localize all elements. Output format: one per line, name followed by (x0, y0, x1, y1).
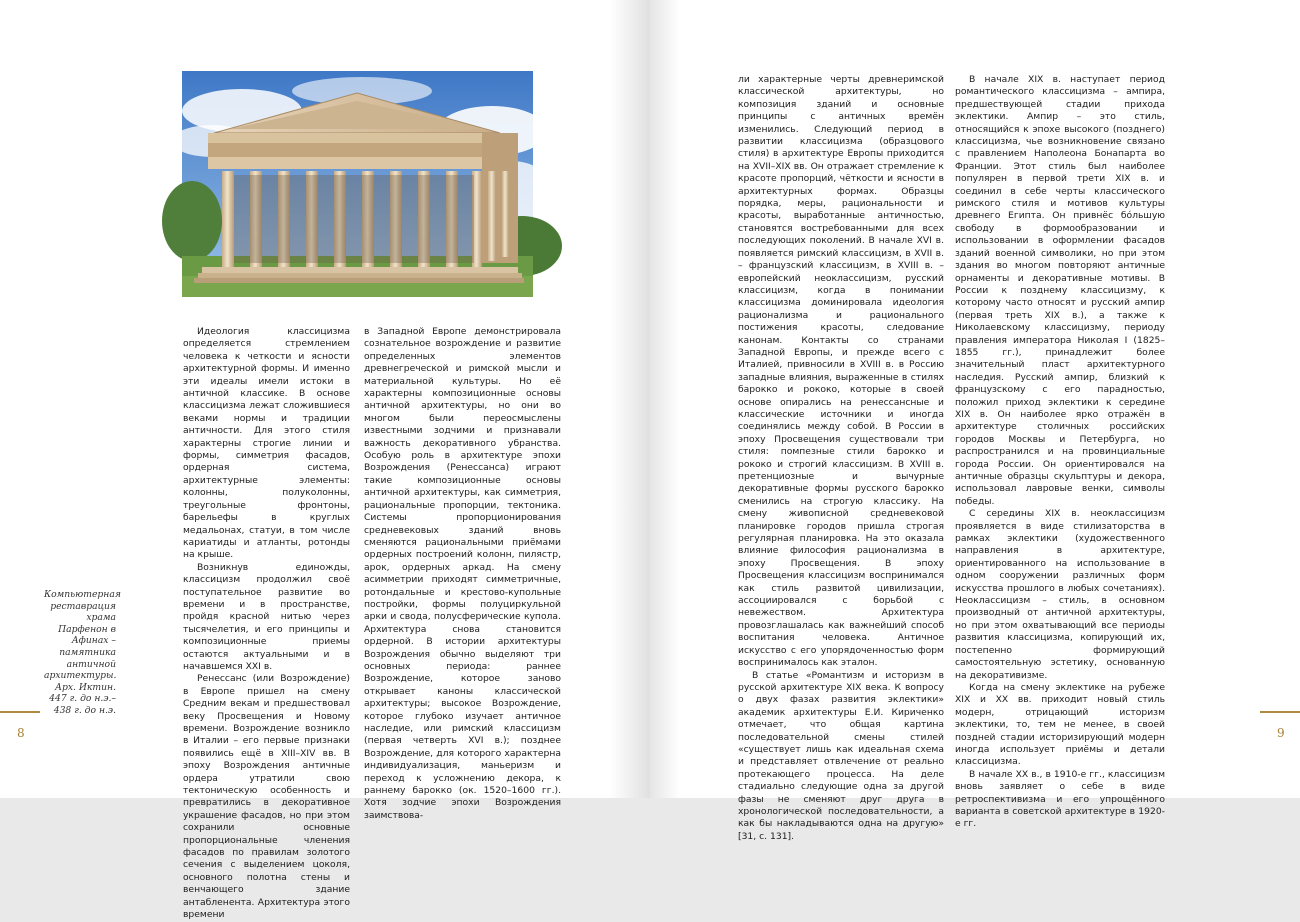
left-page (0, 0, 650, 921)
paragraph: ли характерные черты древнеримской классической архитектуры, но композиция зданий и основные принципы с античных времён изменились. Следующий период в развитии классицизма (образцового стиля) в архитектуре Европы приходится на XVII–XIX вв. Он отражает стремление к красоте пропорций, чёткости и ясности в архитектурных формах. Образцы порядка, меры, рациональности и красоты, выработанные античностью, становятся востребованными для всех последующих поколений. В начале XVI в. появляется римский классицизм, в XVII в. – французский классицизм, в XVIII в. – европейский неоклассицизм, русский классицизм, когда в понимании классицизма доминировала идеология рационализма и рационального постижения красоты, следование канонам. Контакты со странами Западной Европы, и прежде всего с Италией, привносили в XVIII в. в Россию западные влияния, выраженные в стилях барокко и рококо, которые в своей основе опирались на ренессансные и классические источники и иногда соединялись между собой. В России в эпоху Просвещения существовали три стиля: помпезные стили барокко и рококо и строгий классицизм. В XVIII в. претенциозные и вычурные декоративные формы русского барокко сменились на строгую классику. На смену живописной средневековой планировке городов пришла строгая регулярная планировка. На это оказала влияние философия рационализма в эпоху Просвещения. В эпоху Просвещения классицизм воспринимался как стиль развитой цивилизации, ассоциировался с борьбой с невежеством. Архитектура провозглашалась как важнейший способ воспитания человека. Античное искусство с его упорядоченностью форм воспринималось как эталон. (738, 74, 944, 669)
page-number-right: 9 (1277, 726, 1285, 740)
paragraph: в Западной Европе демонстрировала сознательное возрождение и развитие определенных элементов древнегреческой и римской мысли и материальной культуры. Но её характерны композиционные основы античной архитектуры, но они во многом были переосмыслены известными зодчими и признавали важность декоративного убранства. Особую роль в архитектуре эпохи Возрождения (Ренессанса) играют такие композиционные основы античной архитектуры, как симметрия, рациональные пропорции, тектоника. Системы пропорционирования средневековых зданий вновь сменяются рациональными приёмами ордерных построений колонн, пилястр, арок, ордерных аркад. На смену асимметрии приходят симметричные, ротондальные и крестово-купольные постройки, формы полуциркульной арки и свода, полусферические купола. Архитектура снова становится ордерной. В истории архитектуры Возрождения обычно выделяют три основных периода: раннее Возрождение, которое заново открывает каноны классической архитектуры; высокое Возрождение, которое глубоко изучает античное наследие, или римский классицизм (первая четверть XVI в.); позднее Возрождение, для которого характерна индивидуализация, маньеризм и переход к усложнению декора, к раннему барокко (ок. 1520–1600 гг.). Хотя зодчие эпохи Возрождения заимствова- (364, 326, 561, 821)
right-page (650, 0, 1300, 842)
paragraph: В начале XX в., в 1910-е гг., классицизм вновь заявляет о себе в виде ретроспективизма и его упрощённого варианта в советской архитектуре в 1920-е гг. (955, 768, 1165, 830)
paragraph: С середины XIX в. неоклассицизм проявляется в виде стилизаторства в рамках эклектики (художественного направления в архитектуре, ориентированного на использование в одном сооружении различных форм искусства прошлого в любых сочетаниях). Неоклассицизм – стиль, в основном производный от античной архитектуры, но при этом охватывающий все периоды развития классицизма, копирующий их, постепенно формирующий самостоятельную эстетику, основанную на декоративизме. (955, 508, 1165, 681)
paragraph: Идеология классицизма определяется стремлением человека к четкости и ясности архитектурной формы. И именно эти идеалы имели истоки в античной классике. В основе классицизма лежат сложившиеся веками нормы и традиции античности. Для этого стиля характерны строгие линии и формы, симметрия фасадов, ордерная система, архитектурные элементы: колонны, полуколонны, треугольные фронтоны, барельефы в круглых медальонах, статуи, в том числе кариатиды и атланты, ротонды на крыше. (183, 326, 350, 561)
gutter-shadow (610, 0, 650, 798)
page-number-left: 8 (17, 726, 25, 740)
paragraph: Ренессанс (или Возрождение) в Европе пришел на смену Средним векам и предшествовал веку Просвещения и Новому времени. Возрождение возникло в Италии – его первые признаки появились ещё в XIII–XIV вв. В эпоху Возрождения античные ордера утратили свою тектоническую особенность и превратились в декоративное украшение фасадов, но при этом сохранили основные пропорциональные членения фасадов по правилам золотого сечения с выделением цоколя, основного полотна стены и венчающего здание антабленента. Архитектура этого времени (183, 673, 350, 921)
paragraph: Когда на смену эклектике на рубеже XIX и XX вв. приходит новый стиль модерн, отрицающий историзм эклектики, то, тем не менее, в своей поздней стадии историзирующий модерн иногда использует приёмы и детали классицизма. (955, 681, 1165, 768)
left-column-2 (364, 326, 561, 822)
right-column-1 (738, 74, 944, 843)
paragraph: В начале XIX в. наступает период романтического классицизма – ампира, предшествующей стадии прихода эклектики. Ампир – это стиль, относящийся к эпохе высокого (позднего) классицизма, чье возникновение связано с правлением Наполеона Бонапарта во Франции. Этот стиль был наиболее популярен в первой трети XIX в. и соединил в себе черты классического римского стиля и мотивов культуры древнего Египта. Он привнёс бóльшую свободу в формообразовании и использовании в оформлении фасадов зданий военной символики, но при этом здания во многом повторяют античные орнаменты и декоративные мотивы. В России к позднему классицизму, к которому часто относят и русский ампир (первая треть XIX в.), а также к Николаевскому классицизму, периоду правления императора Николая I (1825–1855 гг.), принадлежит более значительный пласт архитектурного наследия. Русский ампир, близкий к французскому с его парадностью, положил приход эклектики к середине XIX в. Он наиболее ярко отражён в архитектуре столичных российских городов Москвы и Петербурга, но распространился и на провинциальные города России. Он ориентировался на античные образцы скульптуры и декора, использовал лавровые венки, символы победы. (955, 74, 1165, 507)
left-column-1 (183, 326, 350, 922)
photo-caption: Компьютерная реставрация храма Парфенон в Афинах – памятника античной архитектуры. Арх. Иктин. 447 г. до н.э.– 438 г. до н.э. (44, 589, 121, 716)
page-rule-left (0, 711, 40, 713)
page-rule-right (1260, 711, 1300, 713)
gutter-shadow (650, 0, 680, 798)
paragraph: В статье «Романтизм и историзм в русской архитектуре XIX века. К вопросу о двух фазах развития эклектики» академик архитектуры Е.И. Кириченко отмечает, что общая картина последовательной смены стилей «существует лишь как идеальная схема и представляет отвлечение от реально протекающего процесса. На деле стадиально следующие одна за другой фазы не сменяют друг друга в хронологической последовательности, а как бы накладываются одна на другую» [31, с. 131]. (738, 669, 944, 842)
parthenon-photo (182, 71, 533, 297)
right-column-2 (955, 74, 1165, 831)
paragraph: Возникнув единожды, классицизм продолжил своё поступательное развитие во времени и в пространстве, пройдя красной нитью через тысячелетия, и его принципы и композиционные приемы остаются актуальными и в начавшемся XXI в. (183, 561, 350, 672)
